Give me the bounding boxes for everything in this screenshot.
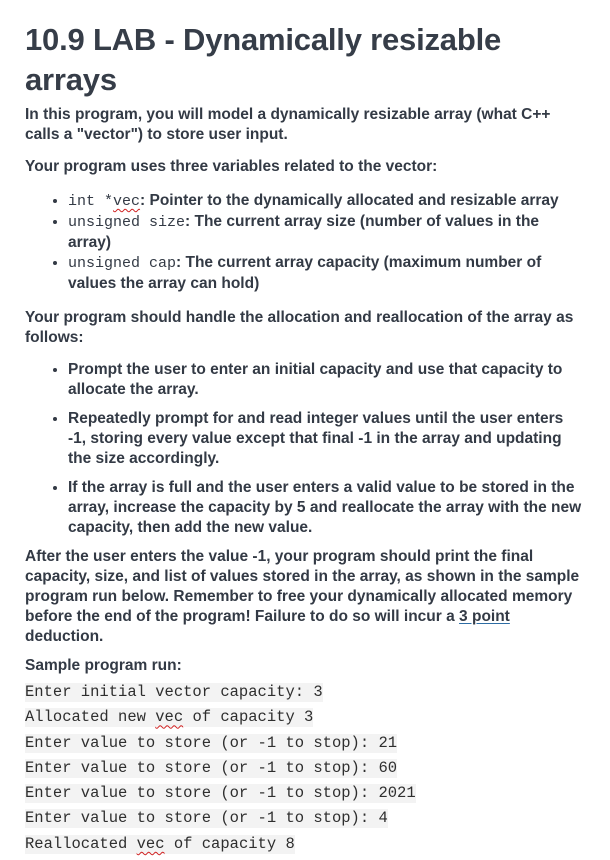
variable-desc: : The current array capacity (maximum number of values the array can hold) bbox=[68, 254, 542, 292]
sample-text: of capacity 3 bbox=[183, 708, 314, 727]
variable-item-size bbox=[68, 212, 585, 253]
code-name-cap: cap bbox=[149, 255, 177, 272]
code-unsigned-size bbox=[68, 214, 185, 231]
variable-desc: : Pointer to the dynamically allocated and resizable array bbox=[140, 192, 559, 209]
sample-label: Sample program run: bbox=[25, 657, 182, 674]
step-item: • If the array is full and the user enters a valid value to be stored in the array, increase the capacity by 5 and reallocate the array with the new capacity, then add the new value. bbox=[68, 478, 585, 538]
code-type: unsigned bbox=[68, 214, 150, 231]
after-paragraph bbox=[25, 547, 585, 647]
variable-item-cap bbox=[68, 253, 585, 294]
handle-intro: Your program should handle the allocation and reallocation of the array as follows: bbox=[25, 309, 574, 346]
sample-run bbox=[25, 683, 585, 860]
sample-line: Enter value to store (or -1 to stop): 2021 bbox=[25, 784, 416, 803]
code-unsigned-cap bbox=[68, 255, 176, 272]
code-name-vec: vec bbox=[113, 193, 141, 210]
page-title: 10.9 LAB - Dynamically resizable arrays bbox=[25, 22, 502, 97]
steps-list bbox=[25, 360, 585, 538]
sample-line bbox=[25, 708, 313, 727]
sample-vec: vec bbox=[136, 834, 165, 853]
variables-list bbox=[25, 191, 585, 294]
code-type: unsigned bbox=[68, 255, 150, 272]
sample-text: of capacity 8 bbox=[164, 834, 295, 853]
intro-paragraph: In this program, you will model a dynamically resizable array (what C++ calls a "vector") to store user input. bbox=[25, 106, 551, 143]
sample-text: Allocated new bbox=[25, 708, 156, 727]
after-text: After the user enters the value -1, your program should print the final capacity, size, and list of values stored in the array, as shown in the sample program run below. Remember to free your dynamically allocated memory before the end of the program! Failure to do so will incur a bbox=[25, 548, 580, 625]
step-item: • Repeatedly prompt for and read integer values until the user enters -1, storing every value except that final -1 in the array and updating the size accordingly. bbox=[68, 409, 585, 469]
sample-line: Enter value to store (or -1 to stop): 21 bbox=[25, 733, 398, 752]
sample-vec: vec bbox=[155, 708, 184, 727]
after-end: deduction. bbox=[25, 628, 104, 645]
variables-intro: Your program uses three variables related to the vector: bbox=[25, 158, 438, 175]
sample-line: Enter value to store (or -1 to stop): 60 bbox=[25, 758, 398, 777]
point-deduction-link[interactable]: 3 point bbox=[459, 608, 510, 625]
step-item: • Prompt the user to enter an initial capacity and use that capacity to allocate the array. bbox=[68, 360, 585, 400]
sample-line: Enter value to store (or -1 to stop): 4 bbox=[25, 809, 388, 828]
code-type: int * bbox=[68, 193, 114, 210]
sample-line bbox=[25, 835, 295, 854]
variable-desc: : The current array size (number of values in the array) bbox=[68, 213, 540, 251]
code-name-size: size bbox=[149, 214, 186, 231]
code-int-pointer bbox=[68, 193, 140, 210]
sample-text: Reallocated bbox=[25, 834, 137, 853]
variable-item-vec bbox=[68, 191, 585, 212]
sample-line: Enter initial vector capacity: 3 bbox=[25, 683, 323, 701]
